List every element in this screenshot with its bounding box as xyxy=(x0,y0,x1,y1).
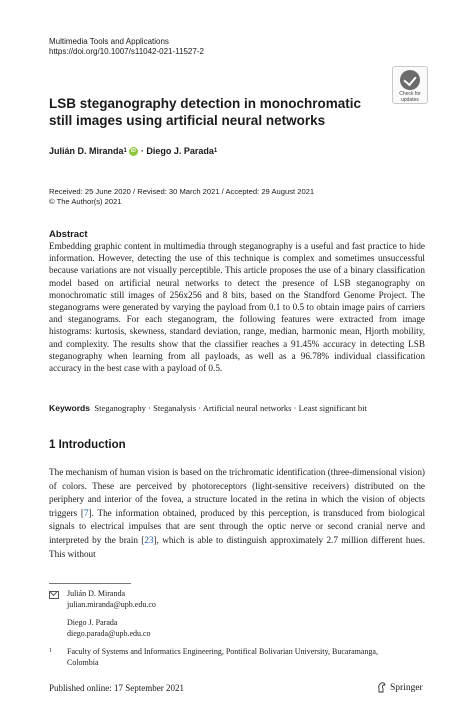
author-separator: · xyxy=(140,146,144,156)
copyright: © The Author(s) 2021 xyxy=(49,197,122,206)
affiliation-number: 1 xyxy=(49,648,52,654)
keywords xyxy=(49,403,429,414)
envelope-icon xyxy=(49,591,59,599)
contact-info xyxy=(67,589,156,639)
section-heading: 1 Introduction xyxy=(49,439,126,451)
badge-label-2: updates xyxy=(401,97,419,103)
abstract-text: Embedding graphic content in multimedia through steganography is a useful and fast practice to hide information. However, detecting the use of this technique is complex and sometimes unsuccessful because variations are not visually perceptible. This article proposes the use of a binary classification model based on artificial neural networks to detect the presence of LSB steganography on monochromatic still images of 256x256 and 8 bits, based on the Standford Genome Project. The steganograms were generated by varying the payload from 0.1 to 0.5 to obtain image pairs of carriers and steganograms. For each steganogram, the following features were extracted from image histograms: kurtosis, skewness, standard deviation, range, median, harmonic mean, Hjorth mobility, and complexity. The results show that the classifier reaches a 91.45% accuracy in detecting LSB steganography when learning from all payloads, as well as a 96.78% individual classification accuracy in the best case with a payload of 0.5. xyxy=(49,241,425,374)
intro-part-3: ], which is able to distinguish approximately 2.7 million different hues. This without xyxy=(49,534,425,559)
intro-part-1: The mechanism of human vision is based on the trichromatic identification (three-dimensional vision) of colors. These are perceived by photoreceptors (light-sensitive receivers) distributed on the periphery and interior of the fovea, a structure located in the retina in which the vision of objects triggers [ xyxy=(49,467,425,518)
badge-label-1: Check for xyxy=(399,91,421,97)
check-for-updates-badge[interactable] xyxy=(392,66,428,104)
citation-link[interactable]: 23 xyxy=(144,534,154,545)
orcid-icon[interactable]: iD xyxy=(130,147,136,154)
publisher-name: Springer xyxy=(390,682,423,693)
paper-title: LSB steganography detection in monochromatic still images using artificial neural networks xyxy=(49,96,362,128)
contact-email[interactable]: diego.parada@upb.edu.co xyxy=(67,628,151,638)
journal-name: Multimedia Tools and Applications xyxy=(49,37,169,46)
author-affiliation-sup: 1 xyxy=(123,148,127,154)
author-name[interactable]: Diego J. Parada xyxy=(146,146,214,156)
author-affiliation-sup: 1 xyxy=(213,148,218,154)
citation-link[interactable]: 7 xyxy=(83,507,89,518)
publisher-logo xyxy=(377,682,423,693)
history-dates: Received: 25 June 2020 / Revised: 30 March 2021 / Accepted: 29 August 2021 xyxy=(49,187,315,196)
contact-email[interactable]: julian.miranda@upb.edu.co xyxy=(67,599,156,609)
article-dates xyxy=(49,187,314,207)
springer-horse-icon xyxy=(377,682,387,693)
keywords-text: Steganography · Steganalysis · Artificial neural networks · Least significant bit xyxy=(94,403,367,413)
keywords-label: Keywords xyxy=(49,403,91,413)
doi-link[interactable]: https://doi.org/10.1007/s11042-021-11527-2 xyxy=(49,47,204,56)
affiliation: Faculty of Systems and Informatics Engineering, Pontifical Bolivarian University, Bucaramanga, Colombia xyxy=(67,647,378,667)
intro-part-2: ]. The information obtained, produced by this perception, is transduced from biological signals to electrical impulses that are sent through the optic nerve or second cranial nerve and interpreted by the brain [ xyxy=(49,507,426,545)
abstract-heading: Abstract xyxy=(49,229,88,240)
published-date: Published online: 17 September 2021 xyxy=(49,683,184,693)
introduction-text xyxy=(49,466,425,561)
author-name[interactable]: Julián D. Miranda xyxy=(49,146,124,156)
author-list xyxy=(49,146,217,156)
contact-name: Diego J. Parada xyxy=(67,618,118,627)
contact-name: Julián D. Miranda xyxy=(67,589,125,598)
footnote-divider xyxy=(49,583,131,584)
check-icon xyxy=(400,70,420,90)
